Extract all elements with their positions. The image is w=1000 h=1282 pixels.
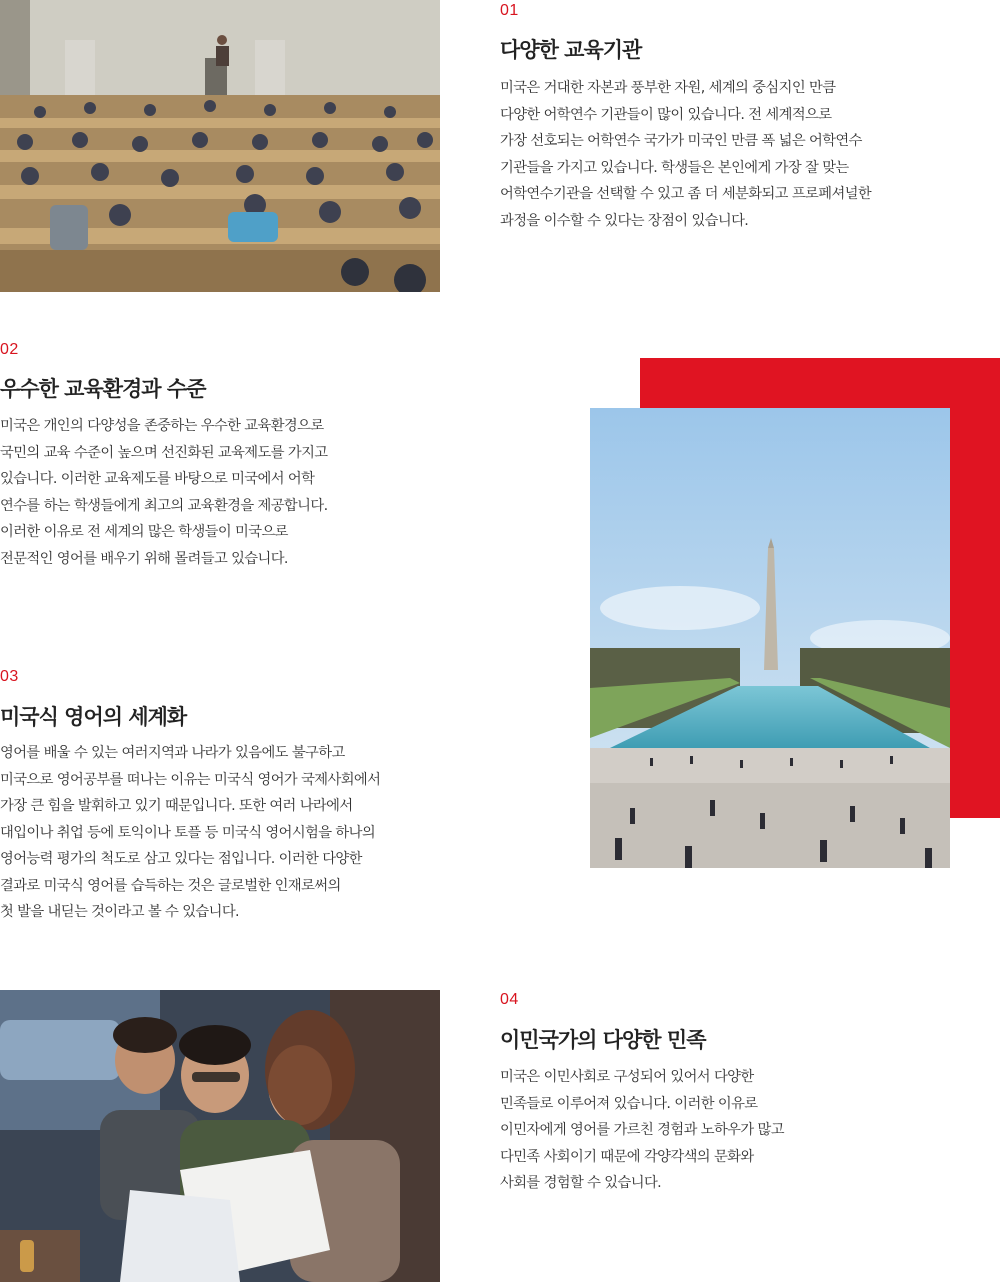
section-body [500,1064,784,1197]
body-line: 영어능력 평가의 척도로 삼고 있다는 점입니다. 이러한 다양한 [0,851,362,867]
section-body [0,740,380,926]
body-line: 이러한 이유로 전 세계의 많은 학생들이 미국으로 [0,524,288,540]
section-number: 04 [500,991,519,1008]
body-line: 가장 큰 힘을 발휘하고 있기 때문입니다. 또한 여러 나라에서 [0,798,353,814]
body-line: 어학연수기관을 선택할 수 있고 좀 더 세분화되고 프로페셔널한 [500,186,872,202]
body-line: 다양한 어학연수 기관들이 많이 있습니다. 전 세계적으로 [500,106,832,123]
section-number: 03 [0,668,19,685]
body-line: 과정을 이수할 수 있다는 장점이 있습니다. [500,212,749,229]
body-line: 전문적인 영어를 배우기 위해 몰려들고 있습니다. [0,550,288,567]
body-line: 미국은 거대한 자본과 풍부한 자원, 세계의 중심지인 만큼 [500,80,836,96]
body-line: 영어를 배울 수 있는 여러지역과 나라가 있음에도 불구하고 [0,745,345,761]
body-line: 미국은 이민사회로 구성되어 있어서 다양한 [500,1069,754,1085]
body-line: 미국은 개인의 다양성을 존중하는 우수한 교육환경으로 [0,418,324,434]
washington-monument-photo [590,408,950,868]
body-line: 이민자에게 영어를 가르친 경험과 노하우가 많고 [500,1122,784,1138]
body-line: 결과로 미국식 영어를 습득하는 것은 글로벌한 인재로써의 [0,877,341,894]
body-line: 사회를 경험할 수 있습니다. [500,1175,662,1191]
section-number: 02 [0,341,19,358]
section-title: 다양한 교육기관 [500,38,642,62]
section-title: 우수한 교육환경과 수준 [0,377,206,401]
section-title: 이민국가의 다양한 민족 [500,1028,706,1052]
body-line: 민족들로 이루어져 있습니다. 이러한 이유로 [500,1095,758,1112]
body-line: 대입이나 취업 등에 토익이나 토플 등 미국식 영어시험을 하나의 [0,824,376,841]
section-body [0,413,328,572]
lecture-hall-photo [0,0,440,292]
students-studying-photo [0,990,440,1282]
body-line: 국민의 교육 수준이 높으며 선진화된 교육제도를 가지고 [0,444,328,461]
body-line: 있습니다. 이러한 교육제도를 바탕으로 미국에서 어학 [0,471,315,487]
section-number: 01 [500,2,519,19]
body-line: 미국으로 영어공부를 떠나는 이유는 미국식 영어가 국제사회에서 [0,771,381,788]
section-title: 미국식 영어의 세계화 [0,705,187,729]
body-line: 연수를 하는 학생들에게 최고의 교육환경을 제공합니다. [0,497,328,514]
body-line: 가장 선호되는 어학연수 국가가 미국인 만큼 폭 넓은 어학연수 [500,133,862,149]
body-line: 다민족 사회이기 때문에 각양각색의 문화와 [500,1148,754,1165]
section-body [500,75,871,234]
body-line: 첫 발을 내딛는 것이라고 볼 수 있습니다. [0,904,239,920]
body-line: 기관들을 가지고 있습니다. 학생들은 본인에게 가장 잘 맞는 [500,159,849,176]
